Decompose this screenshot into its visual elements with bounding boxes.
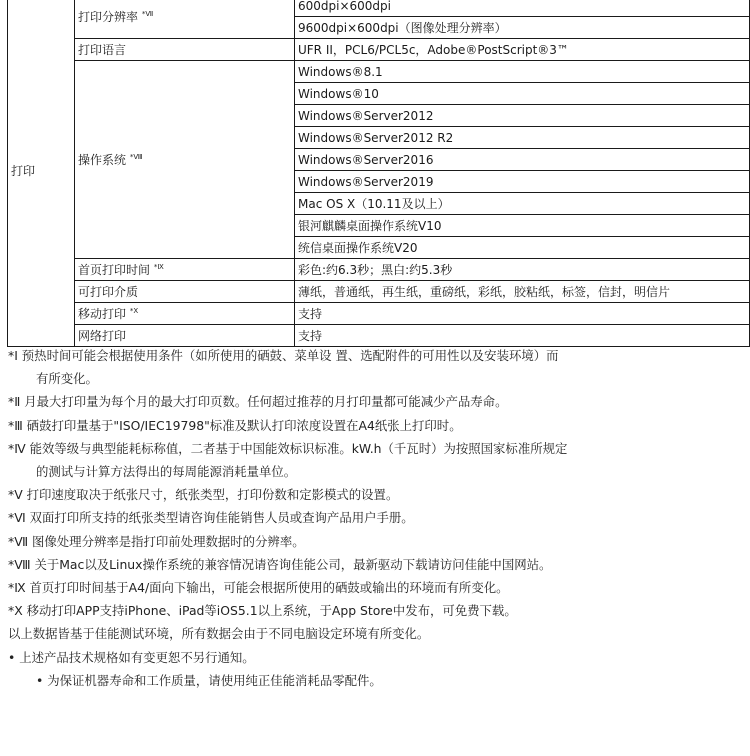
spec-value-cell: UFR II，PCL6/PCL5c，Adobe®PostScript®3™ <box>295 39 750 61</box>
spec-value-cell: 支持 <box>295 303 750 325</box>
footnote-7: *Ⅶ 图像处理分辨率是指打印前处理数据时的分辨率。 <box>8 533 305 549</box>
spec-label-cell <box>75 0 295 39</box>
spec-label: 首页打印时间 <box>78 262 151 277</box>
table-row <box>8 39 750 61</box>
spec-value-cell: 统信桌面操作系统V20 <box>295 237 750 259</box>
spec-label: 可打印介质 <box>78 284 139 299</box>
spec-label-cell <box>75 281 295 303</box>
bullet-genuine-parts: • 为保证机器寿命和工作质量，请使用纯正佳能消耗品零配件。 <box>36 672 382 688</box>
footnote-6: *Ⅵ 双面打印所支持的纸张类型请咨询佳能销售人员或查询产品用户手册。 <box>8 510 414 526</box>
spec-value-cell: 9600dpi×600dpi（图像处理分辨率） <box>295 17 750 39</box>
footnote-marker: *Ⅹ <box>129 306 139 315</box>
spec-value-cell: 银河麒麟桌面操作系统V10 <box>295 215 750 237</box>
spec-label: 移动打印 <box>78 306 127 321</box>
spec-label-cell <box>75 61 295 259</box>
disclaimer: 以上数据皆基于佳能测试环境，所有数据会由于不同电脑设定环境有所变化。 <box>8 626 430 642</box>
footnote-2: *Ⅱ 月最大打印量为每个月的最大打印页数。任何超过推荐的月打印量都可能减少产品寿命。 <box>8 394 508 410</box>
footnotes <box>8 344 748 692</box>
footnote-9: *Ⅸ 首页打印时间基于A4/面向下输出，可能会根据所使用的硒鼓或输出的环境而有所变化。 <box>8 580 509 596</box>
spec-value-cell: Windows®Server2012 <box>295 105 750 127</box>
footnote-3: *Ⅲ 硒鼓打印量基于"ISO/IEC19798"标准及默认打印浓度设置在A4纸张上打印时。 <box>8 417 462 433</box>
footnote-5: *Ⅴ 打印速度取决于纸张尺寸，纸张类型，打印份数和定影模式的设置。 <box>8 487 399 503</box>
footnote-4-cont: 的测试与计算方法得出的每周能源消耗量单位。 <box>36 464 297 480</box>
spec-value-cell: Mac OS X（10.11及以上） <box>295 193 750 215</box>
spec-label: 网络打印 <box>78 328 127 343</box>
footnote-10: *Ⅹ 移动打印APP支持iPhone、iPad等iOS5.1以上系统，于App Store中发布，可免费下载。 <box>8 603 517 619</box>
spec-value-cell: Windows®Server2019 <box>295 171 750 193</box>
spec-label: 打印分辨率 <box>78 9 139 24</box>
spec-value-cell: 薄纸，普通纸，再生纸，重磅纸，彩纸，胶粘纸，标签，信封，明信片 <box>295 281 750 303</box>
footnote-4: *Ⅳ 能效等级与典型能耗标称值，二者基于中国能效标识标准。kW.h（千瓦时）为按照国家标准所规定 <box>8 440 568 456</box>
spec-label: 打印语言 <box>78 42 127 57</box>
footnote-marker: *Ⅸ <box>153 262 164 271</box>
spec-label: 操作系统 <box>78 152 127 167</box>
spec-value-cell: Windows®Server2016 <box>295 149 750 171</box>
footnote-1: *Ⅰ 预热时间可能会根据使用条件（如所使用的硒鼓、菜单设 置、选配附件的可用性以及安装环境）而 <box>8 348 559 363</box>
footnote-1-cont: 有所变化。 <box>36 371 98 387</box>
spec-value-cell: 600dpi×600dpi <box>295 0 750 17</box>
footnote-8: *Ⅷ 关于Mac以及Linux操作系统的兼容情况请咨询佳能公司，最新驱动下载请访问佳能中国网站。 <box>8 556 552 572</box>
table-row <box>8 303 750 325</box>
footnote-marker: *Ⅷ <box>129 152 143 161</box>
table-row <box>8 0 750 17</box>
footnote-marker: *Ⅶ <box>141 9 154 18</box>
table-row <box>8 281 750 303</box>
spec-label-cell <box>75 303 295 325</box>
spec-value-cell: Windows®8.1 <box>295 61 750 83</box>
bullet-spec-change: • 上述产品技术规格如有变更恕不另行通知。 <box>8 649 255 665</box>
spec-table <box>7 0 750 347</box>
category-cell: 打印 <box>8 0 75 347</box>
spec-value-cell: Windows®10 <box>295 83 750 105</box>
spec-label-cell <box>75 39 295 61</box>
table-row <box>8 61 750 83</box>
table-row <box>8 259 750 281</box>
spec-value-cell: 彩色:约6.3秒；黑白:约5.3秒 <box>295 259 750 281</box>
spec-value-cell: 支持 <box>295 325 750 347</box>
spec-value-cell: Windows®Server2012 R2 <box>295 127 750 149</box>
spec-label-cell <box>75 259 295 281</box>
